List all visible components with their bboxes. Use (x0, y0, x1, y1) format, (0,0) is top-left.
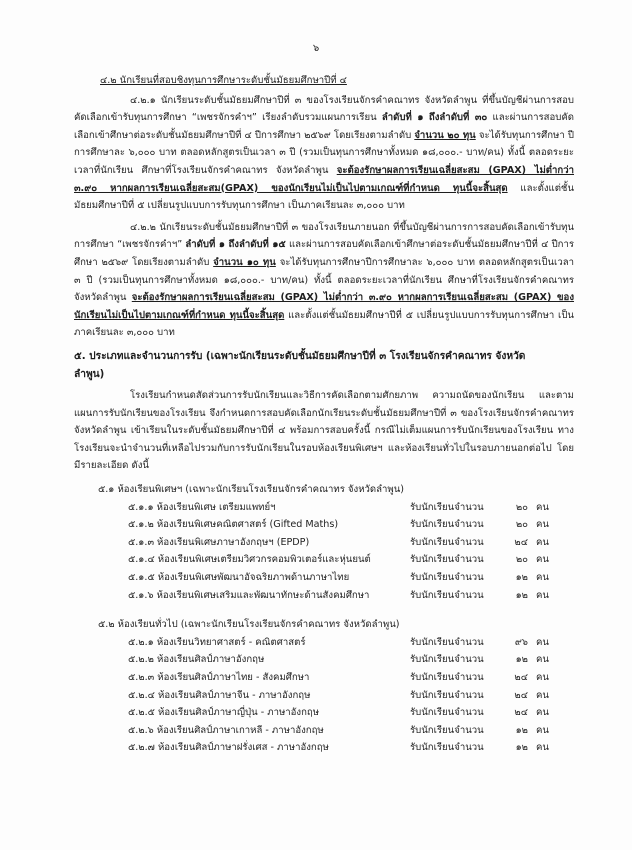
quota-unit: คน (536, 501, 549, 513)
text: จะได้รับทุนการศึกษาปีการศึกษาละ ๖,๐๐๐ บาท ตลอดหลักสูตรเป็นเวลา ๓ ปี (รวมเป็นทุนการศึกษาทั้งหมด ๑๘,๐๐๐.- บาท/คน) ทั้งนี้ ตลอดระยะเวลาที่นักเรียน ศึกษาที่โรงเรียนจักรคำคณาทร จังหวัดลำพูน (74, 256, 574, 304)
text: และผ่านการสอบคัดเลือกเข้าศึกษาต่อระดับชั้นมัธยมศึกษาปีที่ ๔ ปีการศึกษา ๒๕๖๙ โดยเรียงตามลำดับ (74, 112, 574, 141)
quota-count: ๑๒ (515, 572, 528, 584)
section-4-2-heading: ๔.๒ นักเรียนที่สอบชิงทุนการศึกษาระดับชั้นมัธยมศึกษาปีที่ ๔ (100, 75, 347, 86)
quota-label: รับนักเรียนจำนวน (410, 742, 484, 754)
class-name: ๕.๑.๑ ห้องเรียนพิเศษ เตรียมแพทย์ฯ (128, 501, 276, 513)
quota-count: ๒๔ (514, 536, 528, 548)
text-condition: จะต้องรักษาผลการเรียนเฉลี่ยสะสม (GPAX) ไม่ต่ำกว่า ๓.๙๐ หากผลการเรียนเฉลี่ยสะสม (GPAX) ของนักเรียนไม่เป็นไปตามเกณฑ์ที่กำหนด ทุนนี้จะสิ้นสุด (74, 292, 575, 321)
class-name: ๕.๒.๕ ห้องเรียนศิลป์ภาษาญี่ปุ่น - ภาษาอังกฤษ (128, 707, 320, 719)
quota-unit: คน (536, 554, 549, 566)
class-quota-row (74, 534, 574, 552)
quota-label: รับนักเรียนจำนวน (410, 536, 484, 548)
quota-unit: คน (536, 672, 549, 683)
quota-label: รับนักเรียนจำนวน (410, 707, 484, 719)
section-5-heading-continued: ลำพูน) (74, 368, 105, 380)
quota-count: ๒๔ (514, 689, 528, 701)
class-name: ๕.๒.๔ ห้องเรียนศิลป์ภาษาจีน - ภาษาอังกฤษ (128, 689, 311, 701)
text-bold-underline: จำนวน ๑๐ ทุน (213, 256, 276, 268)
class-quota-row (74, 587, 574, 605)
quota-unit: คน (536, 572, 549, 584)
quota-count: ๙๖ (514, 636, 528, 648)
paragraph-4-2-1 (74, 92, 574, 215)
text-bold: ลำดับที่ ๑ ถึงลำดับที่ ๑๕ (185, 239, 286, 251)
quota-label: รับนักเรียนจำนวน (410, 654, 484, 666)
quota-label: รับนักเรียนจำนวน (410, 689, 484, 701)
quota-count: ๑๒ (515, 724, 528, 736)
quota-count: ๑๒ (515, 589, 528, 601)
class-quota-row (74, 569, 574, 587)
text-condition: จะต้องรักษาผลการเรียนเฉลี่ยสะสม (GPAX) ไม่ต่ำกว่า ๓.๙๐ หากผลการเรียนเฉลี่ยสะสม(GPAX) ของนักเรียนไม่เป็นไปตามเกณฑ์ที่กำหนด ทุนนี้จะสิ้นสุด (74, 164, 575, 194)
general-class-list (74, 634, 574, 757)
special-class-list (74, 499, 574, 605)
quota-unit: คน (536, 519, 549, 531)
class-name: ๕.๒.๑ ห้องเรียนวิทยาศาสตร์ - คณิตศาสตร์ (128, 636, 306, 648)
quota-label: รับนักเรียนจำนวน (410, 724, 484, 736)
class-quota-row (74, 499, 574, 517)
quota-unit: คน (536, 707, 549, 719)
class-name: ๕.๑.๔ ห้องเรียนพิเศษเตรียมวิศวกรคอมพิวเตอร์และหุ่นยนต์ (128, 554, 371, 566)
quota-count: ๑๒ (515, 654, 528, 666)
class-name: ๕.๒.๗ ห้องเรียนศิลป์ภาษาฝรั่งเศส - ภาษาอังกฤษ (128, 742, 329, 754)
class-quota-row (74, 739, 574, 757)
quota-count: ๑๒ (515, 742, 528, 754)
text: ๔.๒.๑ นักเรียนระดับชั้นมัธยมศึกษาปีที่ ๓ ของโรงเรียนจักรคำคณาทร จังหวัดลำพูน ที่ขึ้นบัญชีผ่านการสอบคัดเลือกเข้ารับทุนการศึกษา “เพชรจักรคำฯ” เรียงลำดับรวมแผนการเรียน (74, 94, 574, 124)
class-quota-row (74, 634, 574, 652)
section-5-1-heading: ๕.๑ ห้องเรียนพิเศษฯ (เฉพาะนักเรียนโรงเรียนจักรคำคณาทร จังหวัดลำพูน) (98, 484, 405, 496)
quota-label: รับนักเรียนจำนวน (410, 519, 484, 531)
section-5-heading: ๕. ประเภทและจำนวนการรับ (เฉพาะนักเรียนระดับชั้นมัธยมศึกษาปีที่ ๓ โรงเรียนจักรคำคณาทร จังหวัด (74, 350, 526, 362)
text: และตั้งแต่ชั้นมัธยมศึกษาปีที่ ๕ เปลี่ยนรูปแบบการรับทุนการศึกษา เป็นภาคเรียนละ ๓,๐๐๐ บาท (74, 309, 574, 339)
class-quota-row (74, 704, 574, 722)
text-bold-underline: จำนวน ๒๐ ทุน (414, 129, 476, 141)
class-name: ๕.๑.๖ ห้องเรียนพิเศษเสริมและพัฒนาทักษะด้านสังคมศึกษา (128, 589, 370, 601)
class-name: ๕.๒.๒ ห้องเรียนศิลป์ภาษาอังกฤษ (128, 654, 265, 666)
quota-unit: คน (536, 536, 549, 548)
page-number: ๖ (312, 43, 320, 54)
class-name: ๕.๒.๖ ห้องเรียนศิลป์ภาษาเกาหลี - ภาษาอังกฤษ (128, 724, 324, 736)
paragraph-4-2-2 (74, 219, 574, 342)
class-name: ๕.๑.๕ ห้องเรียนพิเศษพัฒนาอัจฉริยภาพด้านภาษาไทย (128, 572, 350, 584)
quota-count: ๒๔ (514, 707, 528, 719)
section-5-2-heading: ๕.๒ ห้องเรียนทั่วไป (เฉพาะนักเรียนโรงเรียนจักรคำคณาทร จังหวัดลำพูน) (98, 619, 400, 631)
class-quota-row (74, 722, 574, 740)
class-name: ๕.๑.๓ ห้องเรียนพิเศษภาษาอังกฤษฯ (EPDP) (128, 536, 310, 548)
class-quota-row (74, 669, 574, 687)
quota-unit: คน (536, 689, 549, 701)
class-quota-row (74, 651, 574, 669)
quota-label: รับนักเรียนจำนวน (410, 589, 484, 601)
quota-unit: คน (536, 654, 549, 666)
section-5-paragraph: โรงเรียนกำหนดสัดส่วนการรับนักเรียนและวิธีการคัดเลือกตามศักยภาพ ความถนัดของนักเรียน และตามแผนการรับนักเรียนของโรงเรียน จึงกำหนดการสอบคัดเลือกนักเรียนระดับชั้นมัธยมศึกษาปีที่ ๓ ของโรงเรียนจักรคำคณาทร จังหวัดลำพูน เข้าเรียนในระดับชั้นมัธยมศึกษาปีที่ ๔ พร้อมการสอบครั้งนี้ กรณีไม่เต็มแผนการรับนักเรียนของโรงเรียน ทางโรงเรียนจะนำจำนวนที่เหลือไปรวมกับการรับนักเรียนในรอบห้องเรียนพิเศษฯ และห้องเรียนทั่วไปในรอบภายนอกต่อไป โดยมีรายละเอียด ดังนี้ (74, 390, 574, 472)
text: ๔.๒.๒ นักเรียนระดับชั้นมัธยมศึกษาปีที่ ๓ ของโรงเรียนภายนอก ที่ขึ้นบัญชีผ่านการการสอบคัดเลือกเข้ารับทุนการศึกษา “เพชรจักรคำฯ” (74, 221, 574, 251)
text-bold: ลำดับที่ ๑ ถึงลำดับที่ ๓๐ (381, 112, 488, 124)
text: และผ่านการสอบคัดเลือกเข้าศึกษาต่อระดับชั้นมัธยมศึกษาปีที่ ๔ ปีการศึกษา ๒๕๖๙ โดยเรียงตามลำดับ (74, 239, 575, 268)
class-quota-row (74, 551, 574, 569)
quota-label: รับนักเรียนจำนวน (410, 554, 484, 566)
quota-label: รับนักเรียนจำนวน (410, 636, 484, 648)
class-quota-row (74, 687, 574, 705)
quota-label: รับนักเรียนจำนวน (410, 672, 484, 683)
quota-count: ๒๐ (515, 519, 528, 531)
page-content (74, 72, 574, 757)
quota-count: ๒๐ (515, 554, 528, 566)
class-name: ๕.๑.๒ ห้องเรียนพิเศษคณิตศาสตร์ (Gifted Maths) (128, 519, 339, 531)
quota-unit: คน (536, 589, 549, 601)
text: และตั้งแต่ชั้นมัธยมศึกษาปีที่ ๕ เปลี่ยนรูปแบบการรับทุนการศึกษา เป็นภาคเรียนละ ๓,๐๐๐ บาท (74, 182, 574, 212)
class-quota-row (74, 516, 574, 534)
quota-count: ๒๔ (514, 672, 528, 683)
class-name: ๕.๒.๓ ห้องเรียนศิลป์ภาษาไทย - สังคมศึกษา (128, 672, 310, 683)
quota-label: รับนักเรียนจำนวน (410, 501, 484, 513)
quota-unit: คน (536, 724, 549, 736)
quota-label: รับนักเรียนจำนวน (410, 572, 484, 584)
quota-unit: คน (536, 636, 549, 648)
text: จะได้รับทุนการศึกษา ปีการศึกษาละ ๖,๐๐๐ บาท ตลอดหลักสูตรเป็นเวลา ๓ ปี (รวมเป็นทุนการศึกษาทั้งหมด ๑๘,๐๐๐.- บาท/คน) ทั้งนี้ ตลอดระยะเวลาที่นักเรียน ศึกษาที่โรงเรียนจักรคำคณาทร จังหวัดลำพูน (74, 129, 574, 176)
quota-unit: คน (536, 742, 549, 754)
quota-count: ๒๐ (515, 501, 528, 513)
